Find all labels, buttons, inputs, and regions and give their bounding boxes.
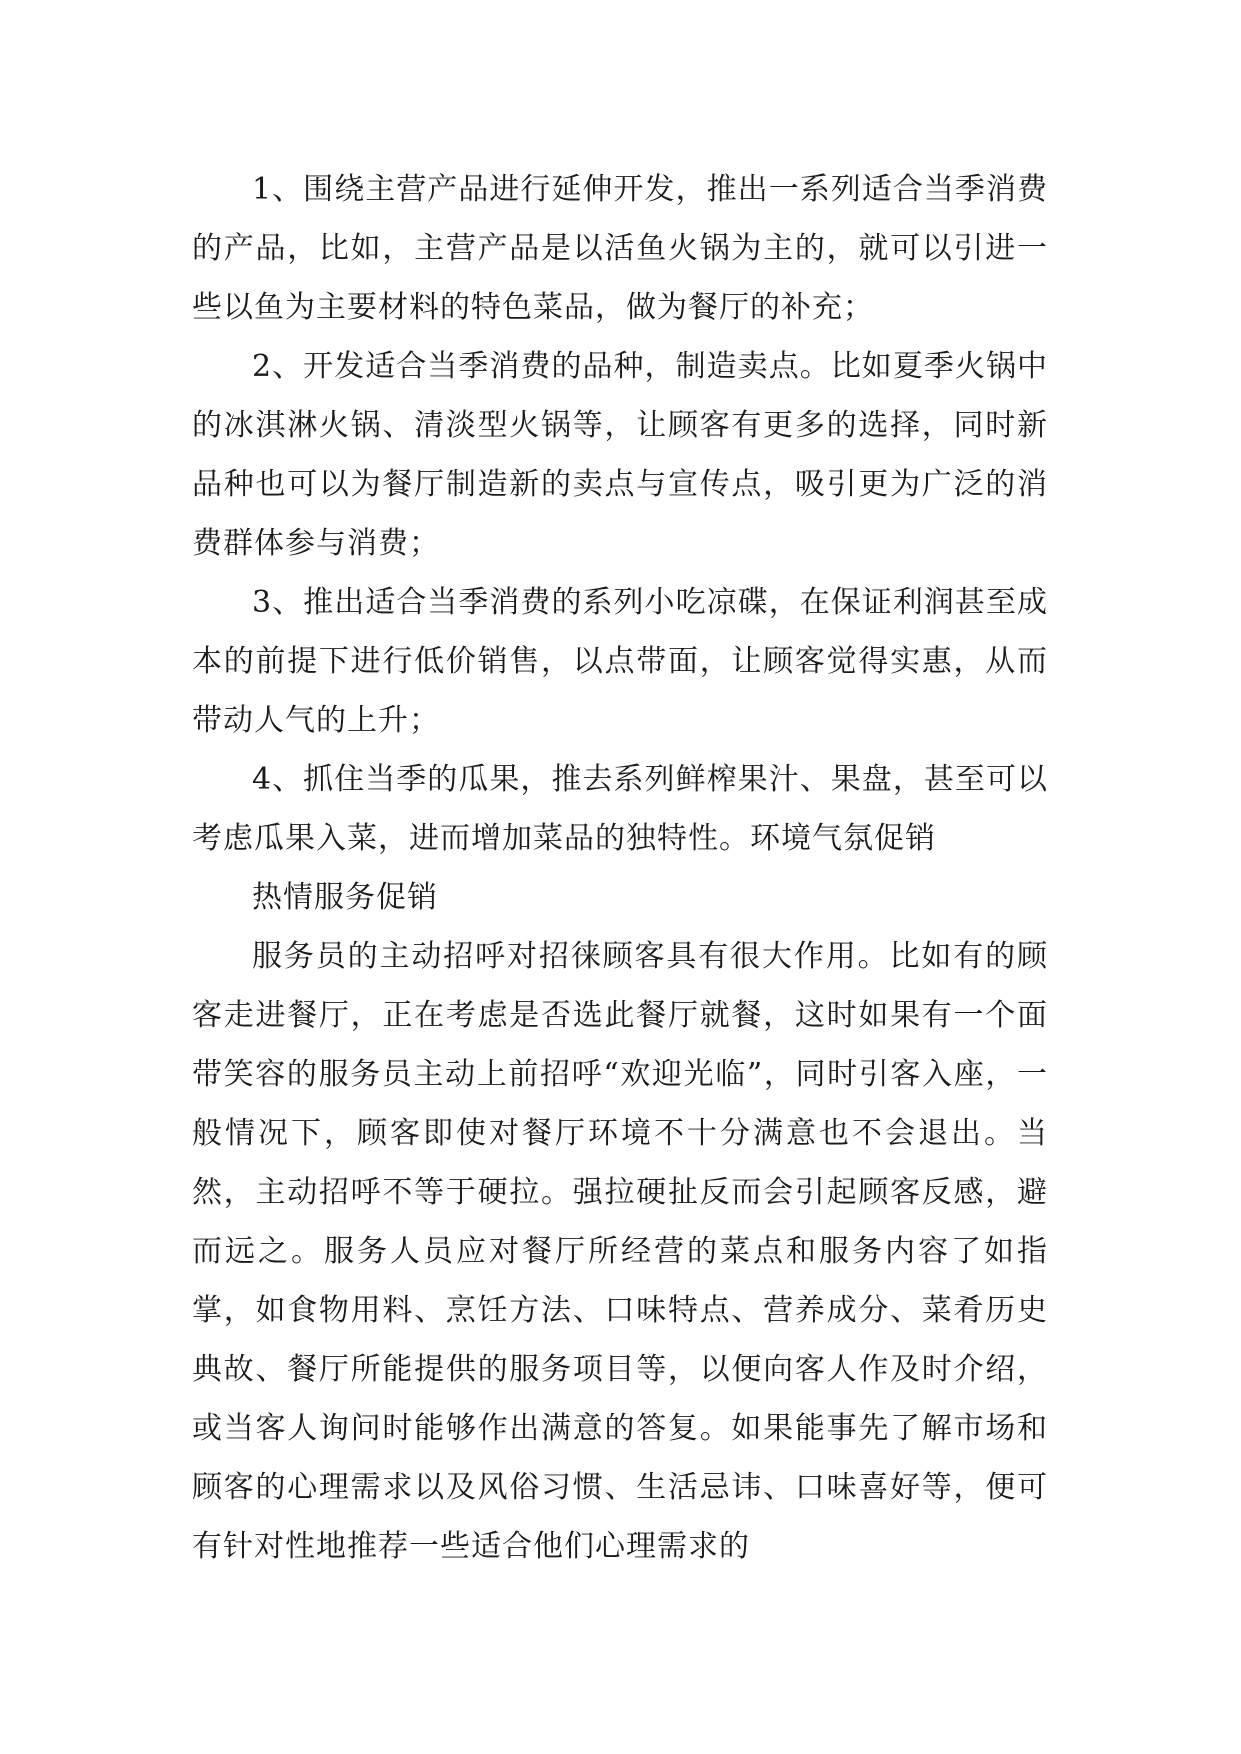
paragraph-6: 服务员的主动招呼对招徕顾客具有很大作用。比如有的顾客走进餐厅，正在考虑是否选此餐厅就餐，这时如果有一个面带笑容的服务员主动上前招呼“欢迎光临”，同时引客入座，一般情况下，顾客即使对餐厅环境不十分满意也不会退出。当然，主动招呼不等于硬拉。强拉硬扯反而会引起顾客反感，避而远之。服务人员应对餐厅所经营的菜点和服务内容了如指掌，如食物用料、烹饪方法、口味特点、营养成分、菜肴历史典故、餐厅所能提供的服务项目等，以便向客人作及时介绍，或当客人询问时能够作出满意的答复。如果能事先了解市场和顾客的心理需求以及风俗习惯、生活忌讳、口味喜好等，便可有针对性地推荐一些适合他们心理需求的 (192, 939, 1048, 1564)
document-body (192, 160, 1048, 1576)
paragraph-4: 4、抓住当季的瓜果，推去系列鲜榨果汁、果盘，甚至可以考虑瓜果入菜，进而增加菜品的独特性。环境气氛促销 (192, 762, 1048, 856)
section-heading: 热情服务促销 (252, 880, 438, 915)
paragraph-2: 2、开发适合当季消费的品种，制造卖点。比如夏季火锅中的冰淇淋火锅、清淡型火锅等，让顾客有更多的选择，同时新品种也可以为餐厅制造新的卖点与宣传点，吸引更为广泛的消费群体参与消费； (192, 349, 1048, 561)
paragraph-3: 3、推出适合当季消费的系列小吃凉碟，在保证利润甚至成本的前提下进行低价销售，以点带面，让顾客觉得实惠，从而带动人气的上升； (192, 585, 1048, 738)
paragraph-1: 1、围绕主营产品进行延伸开发，推出一系列适合当季消费的产品，比如，主营产品是以活鱼火锅为主的，就可以引进一些以鱼为主要材料的特色菜品，做为餐厅的补充； (192, 172, 1048, 325)
